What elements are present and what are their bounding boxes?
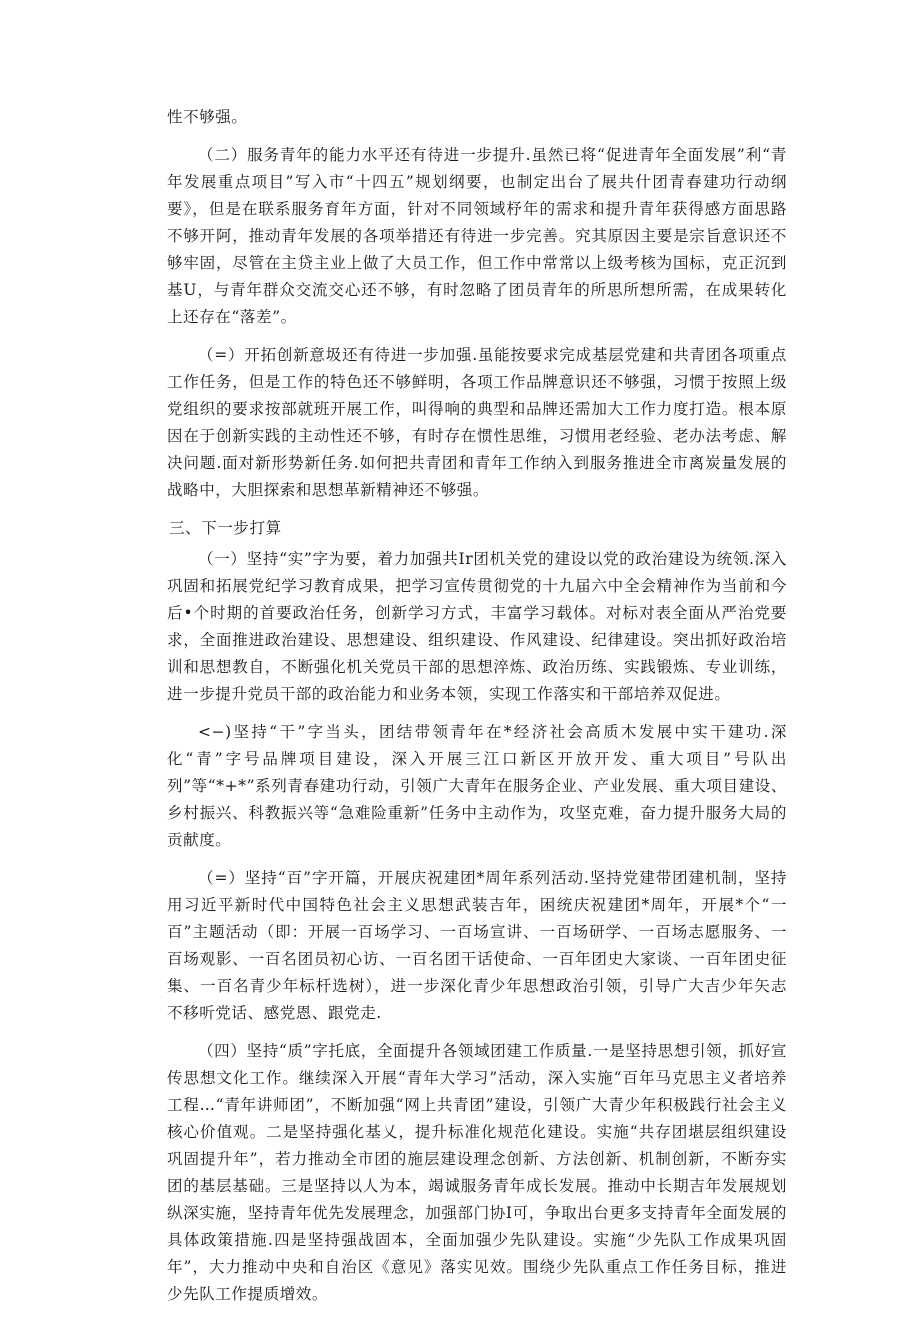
paragraph-plan-gan: <−)坚持“干”字当头，团结带领青年在*经济社会高质木发展中实干建功.深化“青”字号品牌项目建设，深入开展三江口新区开放开发、重大项目”号队出列”等“*+*”系列青春建功行动，引领广大青年在服务企业、产业发展、重大项目建设、乡村振兴、科教振兴等“急难险重新”任务中主动作为，攻坚克难，奋力提升服务大局的贡献度。 — [167, 723, 787, 849]
paragraph-plan-bai: （=）坚持“百”字开篇，开展庆祝建团*周年系列活动.坚持党建带团建机制，坚持用习近平新时代中国特色社会主义思想武装吉年，困统庆祝建团*周年，开展*个“一百”主题活动（即：开展一百场学习、一百场宣讲、一百场研学、一百场志愿服务、一百场观影、一百名团员初心访、一百名团干话使命、一百年团史大家谈、一百年团史征集、一百名青少年标杆选树），进一步深化青少年思想政治引领，引导广大吉少年矢志不移听党话、感党恩、跟党走. — [167, 869, 787, 1022]
section-heading-next-steps: 三、下一步打算 — [169, 519, 282, 537]
paragraph-plan-zhi: （四）坚持“质”字托底，全面提升各领域团建工作质量.一是坚持思想引领，抓好宣传思想文化工作。继续深入开展“青年大学习”活动，深入实施“百年马克思主义者培养工程…“青年讲师团”，不断加强“网上共青团”建设，引领广大青少年积极践行社会主义核心价值观。二是坚持强化基乂，提升标准化规范化建设。实施“共存团堪层组织建设巩固提升年”，若力推动全市团的施层建设理念创新、方法创新、机制创新，不断夯实团的基层基础。三是坚持以人为本，竭诚服务青年成长发展。推动中长期吉年发展规划纵深实施，坚持青年优先发展理念，加强部门协I可，争取出台更多支持青年全面发展的具体政策措施.四是坚持强战固本，全面加强少先队建设。实施“少先队工作成果巩固年”，大力推动中央和自治区《意见》落实见效。围绕少先队重点工作任务目标，推进少先队工作提质增效。 — [167, 1042, 787, 1303]
paragraph-innovation-awareness: （=）开拓创新意圾还有待进一步加强.虽能按要求完成基层党建和共青团各项重点工作任务，但是工作的特色还不够鲜明，各项工作品牌意识还不够强，习惯于按照上级党组织的要求按部就班开展工作，叫得响的典型和品牌还需加大工作力度打造。根本原因在于创新实践的主动性还不够，有时存在惯性思维，习惯用老经验、老办法考虑、解决问题.面对新形势新任务.如何把共青团和青年工作纳入到服务推进全市离炭量发展的战略中，大胆探索和思想革新精神还不够强。 — [167, 346, 787, 499]
continuation-line: 性不够强。 — [167, 108, 248, 126]
document-body — [167, 104, 787, 1319]
paragraph-service-capacity: （二）服务青年的能力水平还有待进一步提升.虽然已将“促进青年全面发展”利“青年发展重点项目”写入市“十四五”规划纲要，也制定出台了展共什团青春建功行动纲要》，但是在联系服务育年方面，针对不同领域杼年的需求和提升青年获得感方面思路不够开阿，推动青年发展的各项举措还有待进一步完善。究其原因主要是宗旨意识还不够牢固，尽管在主贷主业上做了大员工作，但工作中常常以上级考核为国标，克正沉到基U，与青年群众交流交心还不够，有时忽略了团员青年的所思所想所需，在成果转化上还存在“落差”。 — [167, 146, 787, 326]
paragraph-plan-shi: （一）坚持“实”字为要，着力加强共Ir团机关党的建设以党的政治建设为统领.深入巩固和拓展党纪学习教育成果，把学习宣传贯彻党的十九届六中全会精神作为当前和今后•个时期的首要政治任务，创新学习方式，丰富学习载体。对标对表全面从严治党要求，全面推进政治建设、思想建设、组织建设、作风建设、纪律建设。突出抓好政治培训和思想教自，不断强化机关党员干部的思想淬炼、政治历练、实践锻炼、专业训练，进一步提升党员干部的政治能力和业务本领，实现工作落实和干部培养双促进。 — [167, 550, 787, 703]
